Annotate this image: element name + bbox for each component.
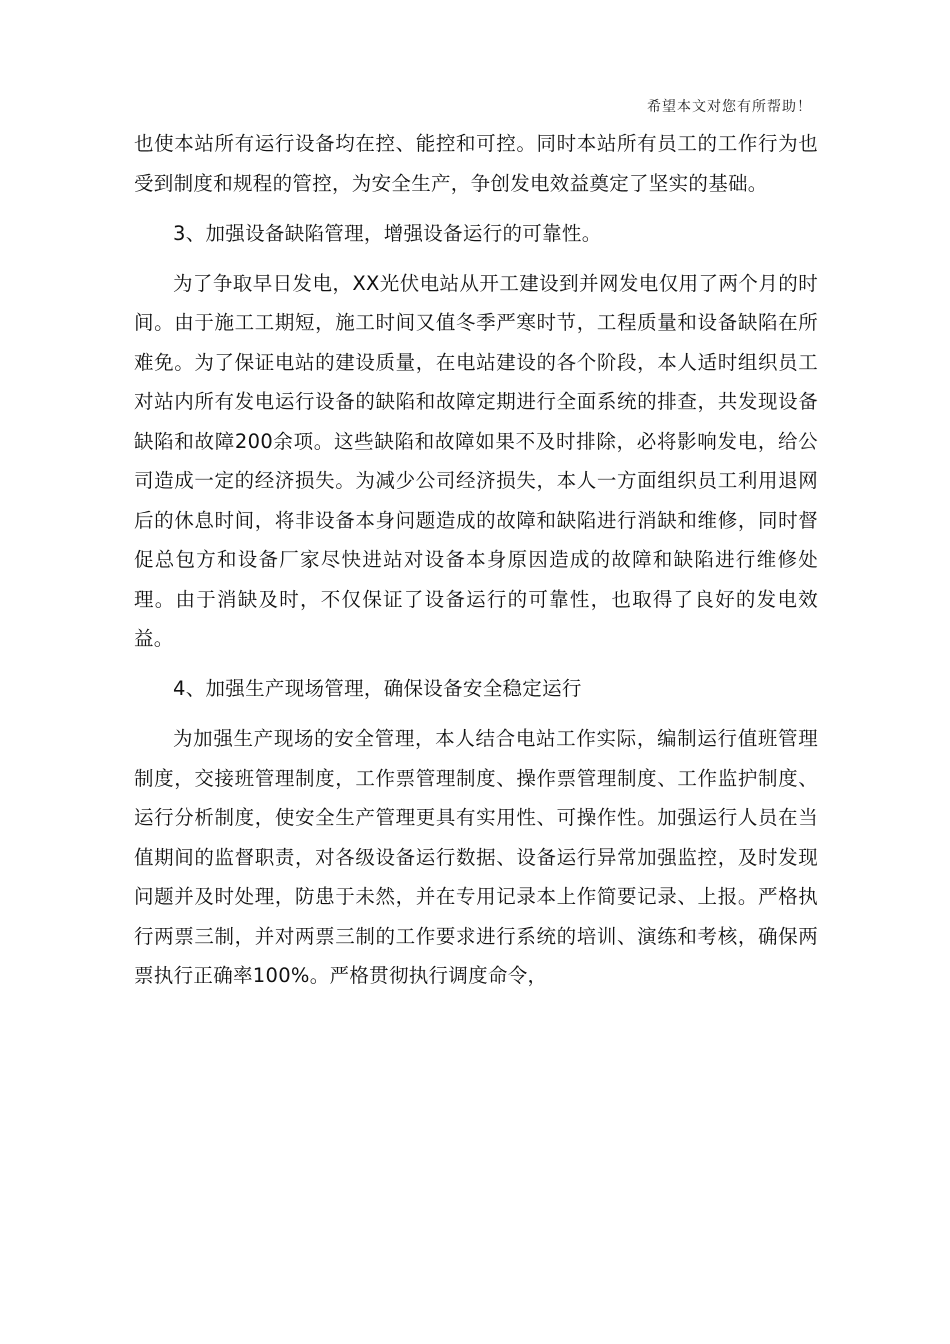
section-heading-4: 4、加强生产现场管理，确保设备安全稳定运行 [173, 677, 582, 700]
header-note: 希望本文对您有所帮助！ [647, 99, 812, 115]
paragraph-defect-management: 为了争取早日发电，XX光伏电站从开工建设到并网发电仅用了两个月的时间。由于施工工期短，施工时间又值冬季严寒时节，工程质量和设备缺陷在所难免。为了保证电站的建设质量，在电站建设的各个阶段，本人适时组织员工对站内所有发电运行设备的缺陷和故障定期进行全面系统的排查，共发现设备缺陷和故障200余项。这些缺陷和故障如果不及时排除，必将影响发电，给公司造成一定的经济损失。为减少公司经济损失，本人一方面组织员工利用退网后的休息时间，将非设备本身问题造成的故障和缺陷进行消缺和维修，同时督促总包方和设备厂家尽快进站对设备本身原因造成的故障和缺陷进行维修处理。由于消缺及时，不仅保证了设备运行的可靠性，也取得了良好的发电效益。 [134, 271, 818, 650]
section-heading-3: 3、加强设备缺陷管理，增强设备运行的可靠性。 [173, 221, 602, 245]
paragraph-continuation: 也使本站所有运行设备均在控、能控和可控。同时本站所有员工的工作行为也受到制度和规程的管控，为安全生产，争创发电效益奠定了坚实的基础。 [134, 132, 818, 195]
document-body [134, 124, 818, 1006]
paragraph-site-management: 为加强生产现场的安全管理，本人结合电站工作实际，编制运行值班管理制度，交接班管理制度，工作票管理制度、操作票管理制度、工作监护制度、运行分析制度，使安全生产管理更具有实用性、可操作性。加强运行人员在当值期间的监督职责，对各级设备运行数据、设备运行异常加强监控，及时发现问题并及时处理，防患于未然，并在专用记录本上作简要记录、上报。严格执行两票三制，并对两票三制的工作要求进行系统的培训、演练和考核，确保两票执行正确率100%。严格贯彻执行调度命令， [134, 727, 818, 987]
